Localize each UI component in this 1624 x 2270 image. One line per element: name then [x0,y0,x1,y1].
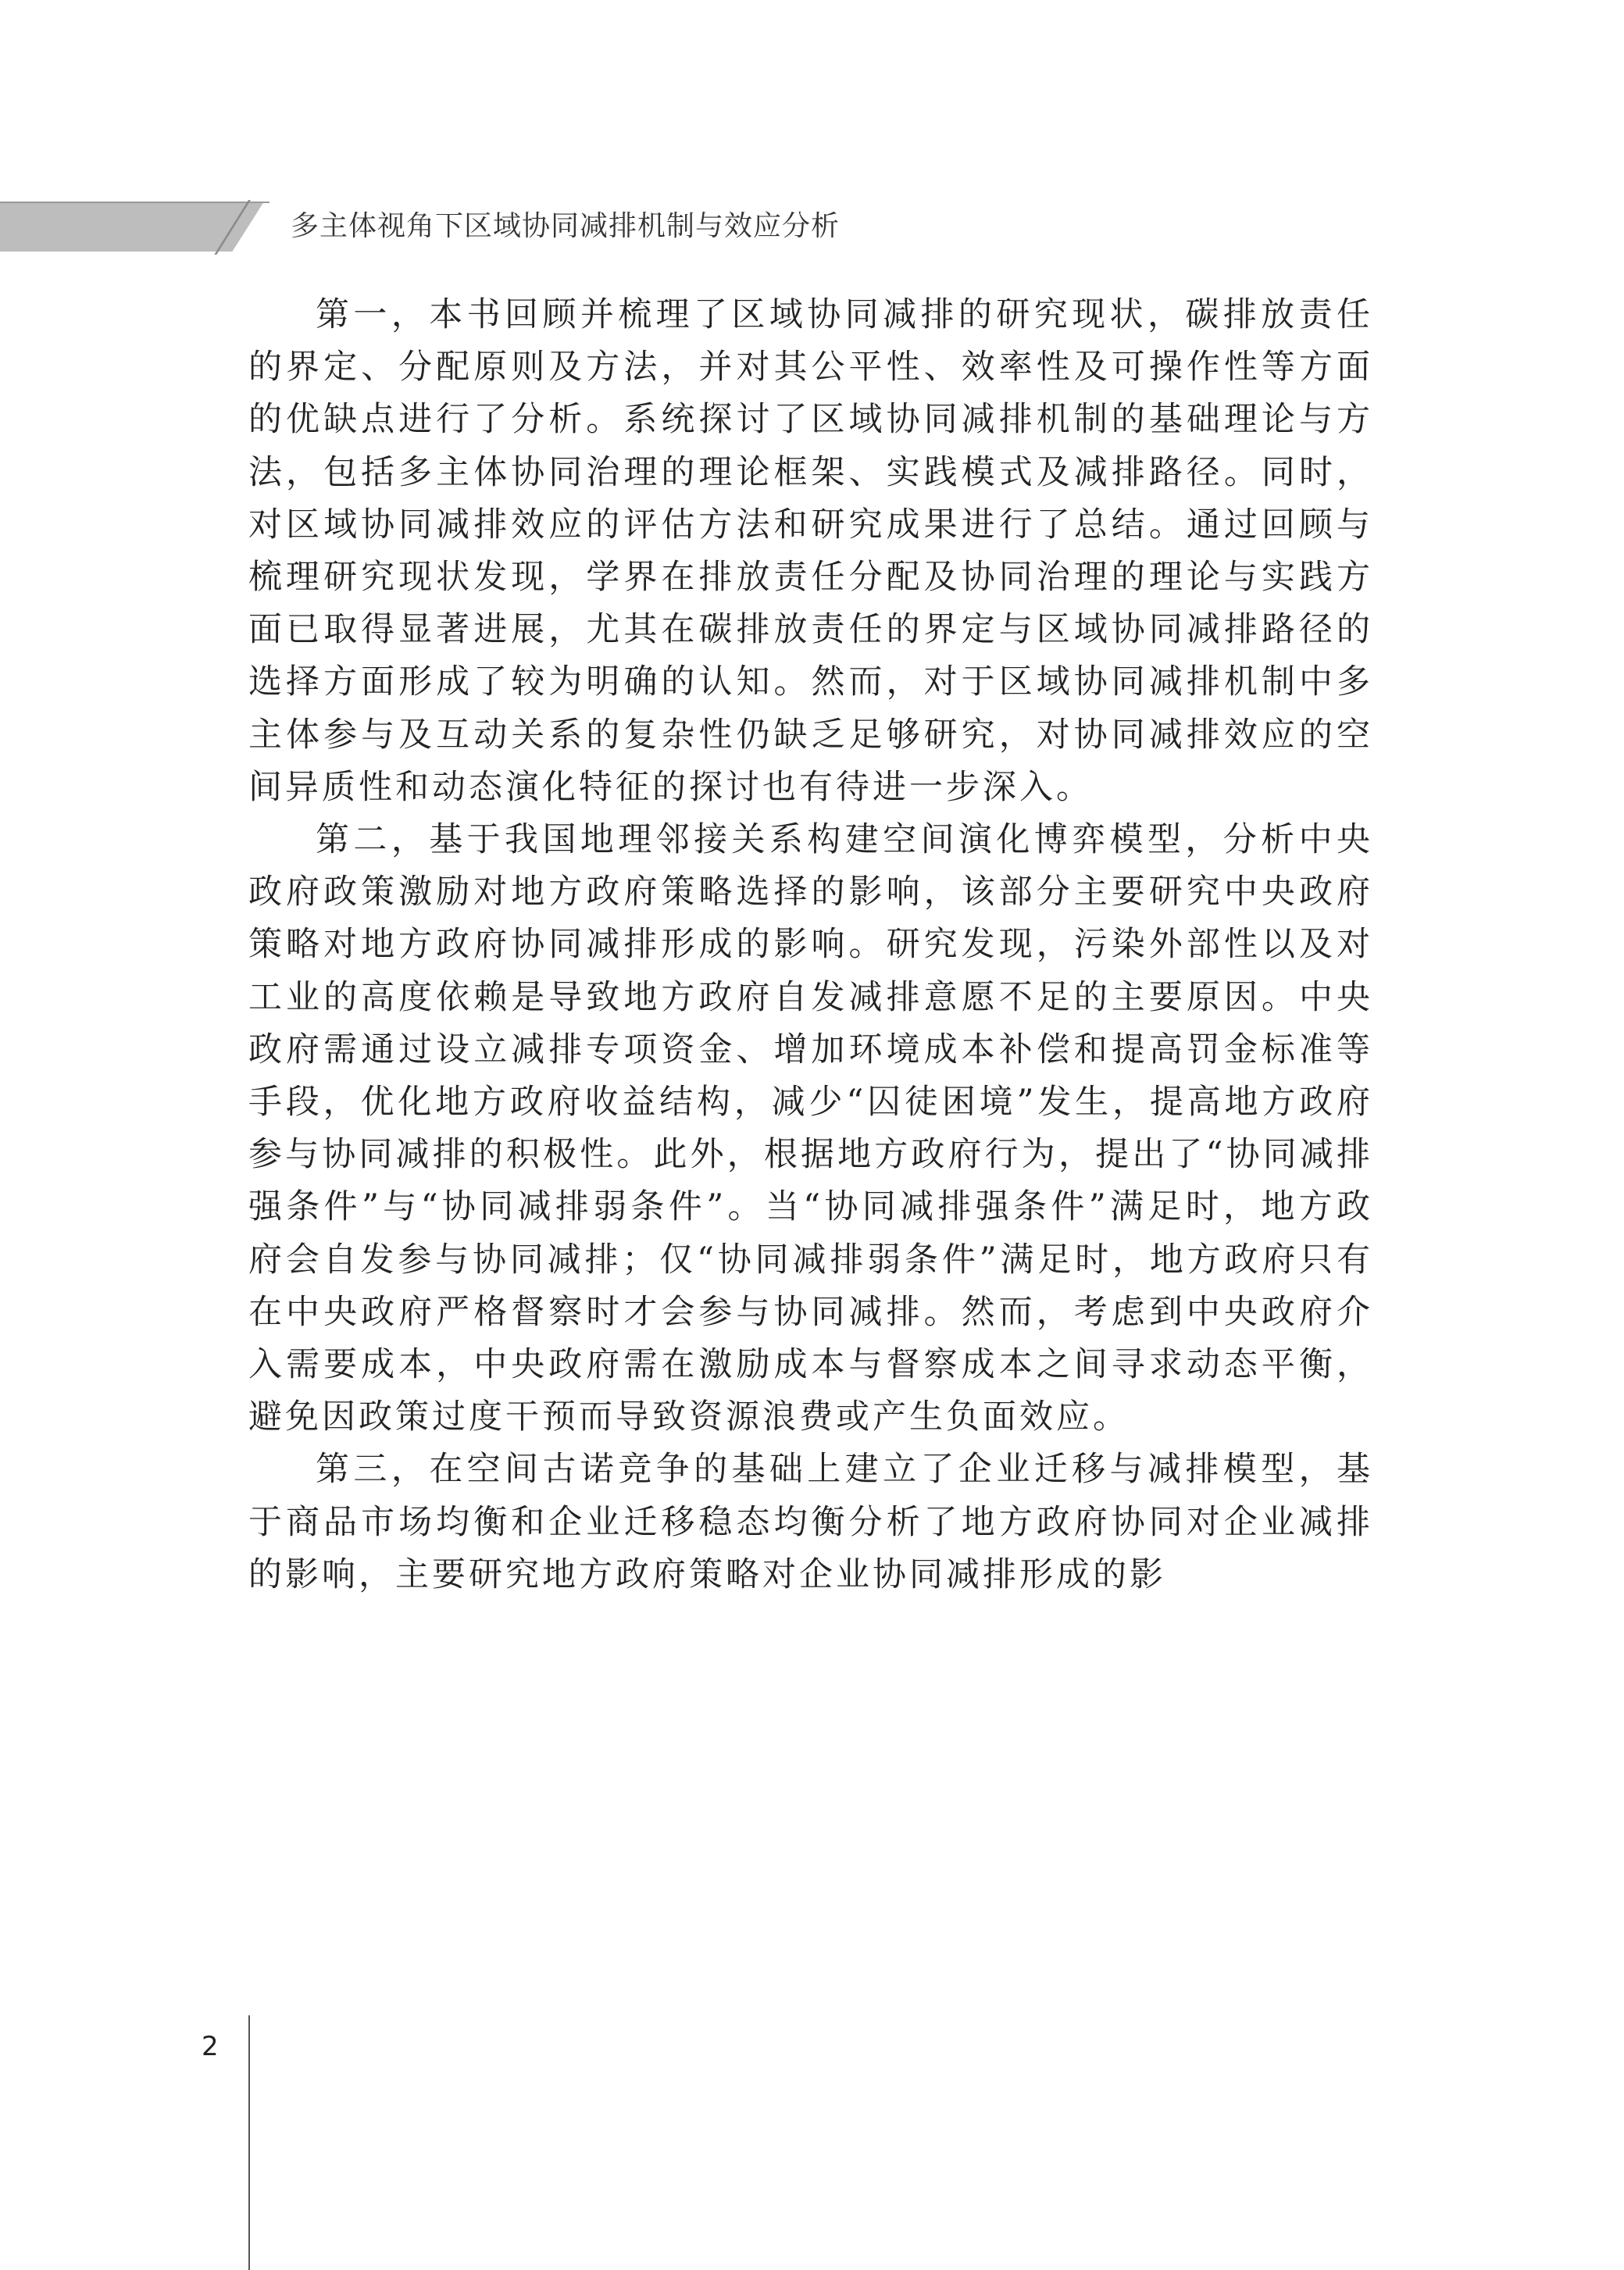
paragraph-2: 第二，基于我国地理邻接关系构建空间演化博弈模型，分析中央政府政策激励对地方政府策略选择的影响，该部分主要研究中央政府策略对地方政府协同减排形成的影响。研究发现，污染外部性以及对工业的高度依赖是导致地方政府自发减排意愿不足的主要原因。中央政府需通过设立减排专项资金、增加环境成本补偿和提高罚金标准等手段，优化地方政府收益结构，减少“囚徒困境”发生，提高地方政府参与协同减排的积极性。此外，根据地方政府行为，提出了“协同减排强条件”与“协同减排弱条件”。当“协同减排强条件”满足时，地方政府会自发参与协同减排；仅“协同减排弱条件”满足时，地方政府只有在中央政府严格督察时才会参与协同减排。然而，考虑到中央政府介入需要成本，中央政府需在激励成本与督察成本之间寻求动态平衡，避免因政策过度干预而导致资源浪费或产生负面效应。 [248,820,1373,1437]
page-number: 2 [202,2031,219,2062]
header-decoration-bar [0,202,264,252]
footer-vertical-rule [248,2015,250,2270]
paragraph-3: 第三，在空间古诺竞争的基础上建立了企业迁移与减排模型，基于商品市场均衡和企业迁移稳态均衡分析了地方政府协同对企业减排的影响，主要研究地方政府策略对企业协同减排形成的影 [248,1450,1373,1594]
header-rule [0,202,269,203]
body-text [248,289,1373,1601]
running-title: 多主体视角下区域协同减排机制与效应分析 [291,210,841,242]
paragraph-1: 第一，本书回顾并梳理了区域协同减排的研究现状，碳排放责任的界定、分配原则及方法，并对其公平性、效率性及可操作性等方面的优缺点进行了分析。系统探讨了区域协同减排机制的基础理论与方法，包括多主体协同治理的理论框架、实践模式及减排路径。同时，对区域协同减排效应的评估方法和研究成果进行了总结。通过回顾与梳理研究现状发现，学界在排放责任分配及协同治理的理论与实践方面已取得显著进展，尤其在碳排放责任的界定与区域协同减排路径的选择方面形成了较为明确的认知。然而，对于区域协同减排机制中多主体参与及互动关系的复杂性仍缺乏足够研究，对协同减排效应的空间异质性和动态演化特征的探讨也有待进一步深入。 [248,295,1373,807]
